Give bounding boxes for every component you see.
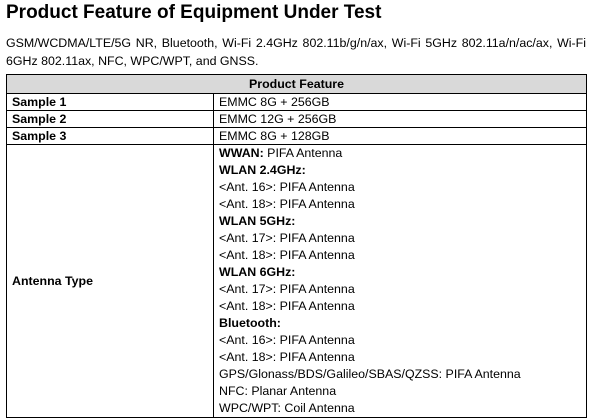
antenna-line — [219, 315, 581, 332]
antenna-line — [219, 400, 581, 417]
sample-label: Sample 1 — [7, 94, 214, 111]
sample-value: EMMC 12G + 256GB — [214, 111, 587, 128]
antenna-line-text: <Ant. 16>: PIFA Antenna — [219, 180, 355, 194]
antenna-line — [219, 247, 581, 264]
antenna-line-heading: Bluetooth: — [219, 316, 281, 330]
antenna-line-heading: WLAN 6GHz: — [219, 265, 296, 279]
antenna-line — [219, 383, 581, 400]
antenna-line-text: PIFA Antenna — [263, 146, 343, 160]
antenna-line — [219, 145, 581, 162]
sample-value: EMMC 8G + 128GB — [214, 128, 587, 145]
antenna-line-text: <Ant. 18>: PIFA Antenna — [219, 299, 355, 313]
antenna-type-value — [214, 145, 587, 418]
antenna-line-text: WPC/WPT: Coil Antenna — [219, 401, 355, 415]
antenna-line-heading: WLAN 5GHz: — [219, 214, 296, 228]
antenna-line-heading: WLAN 2.4GHz: — [219, 163, 306, 177]
antenna-line — [219, 281, 581, 298]
page-title: Product Feature of Equipment Under Test — [6, 2, 382, 23]
antenna-line — [219, 179, 581, 196]
antenna-line — [219, 213, 581, 230]
antenna-line-text: <Ant. 18>: PIFA Antenna — [219, 197, 355, 211]
feature-description: GSM/WCDMA/LTE/5G NR, Bluetooth, Wi-Fi 2.4GHz 802.11b/g/n/ax, Wi-Fi 5GHz 802.11a/n/ac/ax, Wi-Fi 6GHz 802.11ax, NFC, WPC/WPT, and GNSS. — [6, 36, 586, 68]
table-header: Product Feature — [7, 75, 587, 94]
antenna-line-text: NFC: Planar Antenna — [219, 384, 337, 398]
antenna-line-text: <Ant. 18>: PIFA Antenna — [219, 350, 355, 364]
table-row-sample-1 — [7, 94, 587, 111]
antenna-line — [219, 349, 581, 366]
table-row-sample-2 — [7, 111, 587, 128]
sample-value: EMMC 8G + 256GB — [214, 94, 587, 111]
sample-label: Sample 2 — [7, 111, 214, 128]
product-feature-table — [6, 74, 587, 418]
table-row-antenna-type — [7, 145, 587, 418]
sample-label: Sample 3 — [7, 128, 214, 145]
antenna-line-text: <Ant. 17>: PIFA Antenna — [219, 282, 355, 296]
antenna-line-text: <Ant. 16>: PIFA Antenna — [219, 333, 355, 347]
antenna-line-text: <Ant. 18>: PIFA Antenna — [219, 248, 355, 262]
antenna-line-text: <Ant. 17>: PIFA Antenna — [219, 231, 355, 245]
table-row-sample-3 — [7, 128, 587, 145]
antenna-line — [219, 332, 581, 349]
table-header-row — [7, 75, 587, 94]
antenna-line — [219, 298, 581, 315]
antenna-type-label: Antenna Type — [7, 145, 214, 418]
antenna-line — [219, 264, 581, 281]
antenna-line — [219, 162, 581, 179]
antenna-line-heading: WWAN: — [219, 146, 264, 160]
antenna-line — [219, 366, 581, 383]
antenna-line — [219, 230, 581, 247]
antenna-line — [219, 196, 581, 213]
antenna-line-text: GPS/Glonass/BDS/Galileo/SBAS/QZSS: PIFA Antenna — [219, 367, 521, 381]
